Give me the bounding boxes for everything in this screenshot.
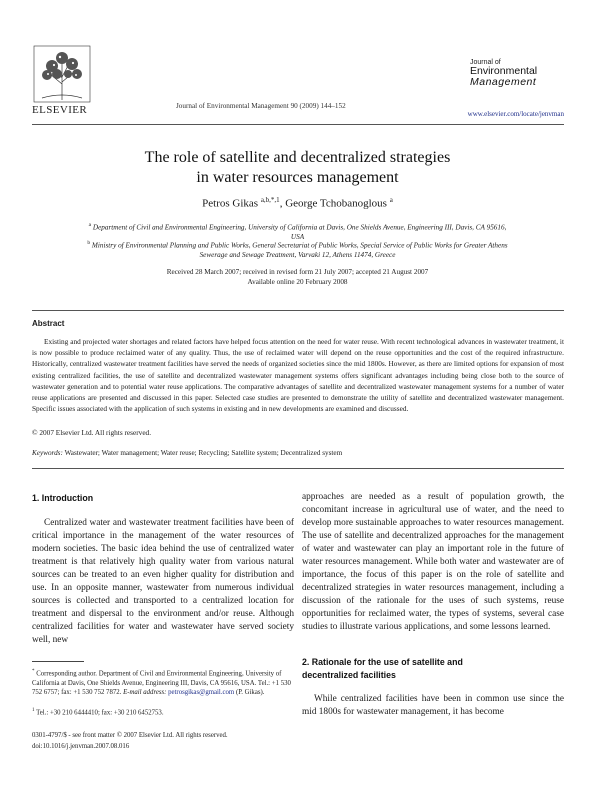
keywords bbox=[32, 449, 342, 457]
email-suffix: (P. Gikas). bbox=[235, 689, 265, 697]
journal-logo-line3: Management bbox=[470, 76, 537, 89]
affiliation-mark: a bbox=[88, 222, 92, 228]
section-heading: 1. Introduction bbox=[32, 493, 94, 503]
doi-link[interactable]: doi:10.1016/j.jenvman.2007.08.016 bbox=[32, 743, 130, 750]
abstract-heading: Abstract bbox=[32, 319, 65, 328]
journal-logo-line1: Journal of bbox=[470, 59, 501, 66]
front-matter-info bbox=[32, 730, 228, 752]
elsevier-tree-logo bbox=[32, 44, 92, 108]
footnote-mark: 1 bbox=[32, 708, 35, 713]
title-line-2: in water resources management bbox=[196, 169, 399, 186]
journal-citation: Journal of Environmental Management 90 (2009) 144–152 bbox=[176, 102, 346, 110]
author-affiliation-marks[interactable]: a,b,*,1 bbox=[260, 196, 280, 204]
affiliation-text: Ministry of Environmental Planning and Public Works, General Secretariat of Public Works, Special Service of Public Works for Greater Athens Sewerage and Sewage Treatment, Varvaki 12, Athens 11474, Greece bbox=[91, 241, 508, 260]
abstract-top-divider bbox=[32, 310, 564, 311]
email-link[interactable]: petrosgikas@gmail.com bbox=[168, 689, 235, 697]
affiliation-mark: b bbox=[87, 240, 91, 246]
journal-logo-line2: Environmental bbox=[470, 65, 538, 78]
section-heading bbox=[302, 656, 463, 681]
title-line-1: The role of satellite and decentralized strategies bbox=[144, 149, 451, 166]
body-paragraph: While centralized facilities have been in common use since the mid 1800s for wastewater management, it has become bbox=[302, 694, 564, 717]
email-label: E-mail address: bbox=[123, 689, 167, 697]
page-header bbox=[32, 44, 564, 122]
author-name[interactable]: Petros Gikas bbox=[202, 197, 259, 210]
abstract-copyright: © 2007 Elsevier Ltd. All rights reserved. bbox=[32, 428, 152, 437]
author-list: Petros Gikas $^{a,b,*,1}$, George Tchobanoglous $^a$ bbox=[202, 196, 393, 210]
section-heading-line: decentralized facilities bbox=[302, 669, 396, 680]
body-paragraph: Centralized water and wastewater treatment facilities have been of critical importance in the management of the water resources of modern societies. The basic idea behind the use of centralized water treatment is that relatively high quality water from various natural sources can be treated to an even higher quality for distribution and use. In an opposite manner, wastewater from numerous individual sources is collected and transported to a centralized location for treatment and dispersal to the environment and/or reuse. Although centralized facilities for water and wastewater have served society well, new bbox=[32, 518, 294, 645]
article-history bbox=[60, 268, 535, 287]
footnote-1 bbox=[32, 706, 294, 718]
footnote-corresponding bbox=[32, 667, 294, 697]
publisher-name: ELSEVIER bbox=[32, 104, 88, 116]
affiliation-b bbox=[85, 240, 510, 261]
section-heading-line: 2. Rationale for the use of satellite and bbox=[302, 657, 463, 667]
article-title bbox=[60, 148, 535, 188]
author-name[interactable]: George Tchobanoglous bbox=[285, 197, 387, 210]
footnote-text: Tel.: +30 210 6444410; fax: +30 210 6452753. bbox=[36, 709, 164, 717]
issn-line: 0301-4797/$ - see front matter © 2007 Elsevier Ltd. All rights reserved. bbox=[32, 732, 228, 739]
keywords-label: Keywords: bbox=[32, 449, 63, 457]
keywords-list: Wastewater; Water management; Water reuse; Recycling; Satellite system; Decentralized system bbox=[64, 449, 343, 457]
footnote-mark: * bbox=[32, 669, 35, 674]
abstract-bottom-divider bbox=[32, 468, 564, 469]
journal-logo bbox=[470, 59, 558, 88]
footnote-text: Corresponding author. Department of Civil and Environmental Engineering, University of California at Davis, One Shields Avenue, Engineering III, Davis, CA 95616, USA. Tel.: +1 530 752 6757; fax: +1 530 752 7872. bbox=[32, 670, 291, 697]
online-date: Available online 20 February 2008 bbox=[247, 277, 348, 286]
abstract-text: Existing and projected water shortages and related factors have helped focus attention on the need for water reuse. With recent technological advances in wastewater treatment, it is now possible to produce reclaimed water of any quality. Thus, the use of reclaimed water will depend on the reuse opportunities and the cost of the required infrastructure. Historically, centralized wastewater treatment facilities have served the needs of organized societies since the mid 1800s. However, as there are limited options for expansion of most existing centralized facilities, the use of satellite and decentralized wastewater management systems offers significant advantages including being close both to the source of wastewater generation and to potential water reuse applications. The comparative advantages of satellite and decentralized wastewater management systems for a number of water reuse applications are presented and discussed in this paper. Selected case studies are presented to demonstrate the utility of satellite and decentralized wastewater management. Specific issues associated with the application of such systems in existing and in new developments are examined and discussed. bbox=[32, 337, 564, 414]
author-affiliation-marks[interactable]: a bbox=[389, 196, 393, 204]
affiliation-text: Department of Civil and Environmental Engineering, University of California at Davis, One Shields Avenue, Engineering III, Davis, CA 95616, USA bbox=[92, 223, 507, 242]
journal-url-link[interactable]: www.elsevier.com/locate/jenvman bbox=[467, 110, 564, 118]
received-dates: Received 28 March 2007; received in revised form 21 July 2007; accepted 21 August 2007 bbox=[166, 268, 429, 276]
header-divider bbox=[32, 124, 564, 125]
footnote-divider bbox=[32, 661, 84, 662]
body-paragraph: approaches are needed as a result of population growth, the concomitant increase in agricultural use of water, and the need to develop more sustainable approaches to water resources management. The use of satellite and decentralized approaches for the management of water and wastewater can play an important role in the future of water resources management. While both water and wastewater are of importance, the focus of this paper is on the role of satellite and decentralized strategies in water resources management, including a discussion of the rationale for the uses of such systems, reuse opportunities for reclaimed water, the types of systems, several case studies to illustrate various applications, and some lessons learned. bbox=[302, 492, 564, 632]
